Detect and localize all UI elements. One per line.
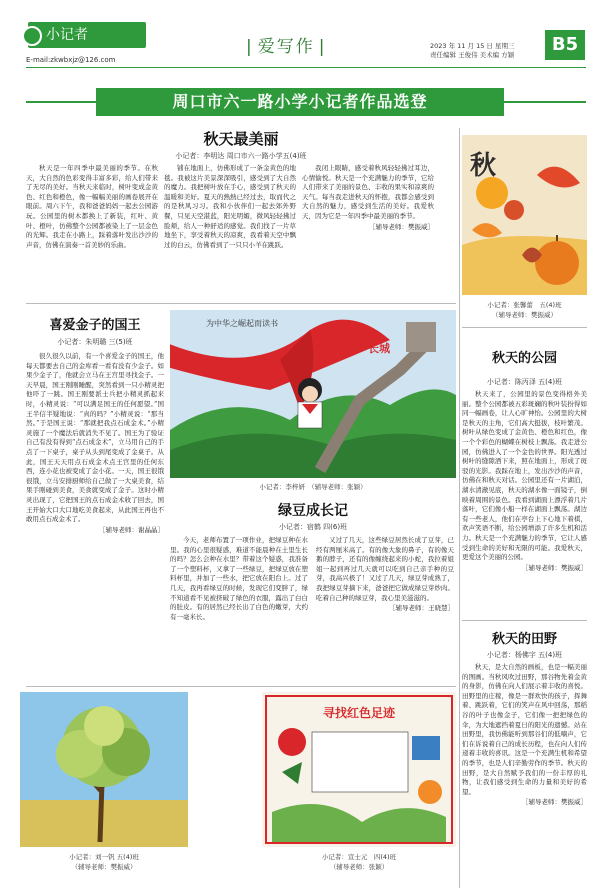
- red-footprints-poster: [262, 692, 456, 847]
- editors-line: 责任编辑 王俊伟 美术编 方颖: [430, 51, 515, 59]
- poster-caption-teacher: （辅导老师：张颖）: [329, 863, 389, 871]
- autumn-drawing-caption: [462, 300, 587, 320]
- tree-caption-teacher: （辅导老师：樊振威）: [71, 863, 137, 871]
- section-banner: 周口市六一路小学小记者作品选登: [96, 88, 504, 116]
- article3-text: 秋天来了，公园里的景色变得格外美丽。整个公园都被五彩斑斓的秋叶装扮得如同一幅画卷，让人心旷神怡。公园里的大树是秋天的主角，它们高大挺拔，枝叶繁茂。树叶从绿色变成了金黄色、橙色和红色，像一个个彩色的蝴蝶在树枝上飘荡。我走进公园，仿佛进入了一个金色的世界。阳光透过树叶的缝隙洒下来，照在地面上，形成了斑驳的光影。我踩在地上，发出沙沙的声音，仿佛在和秋天对话。公园里还有一片湖泊，湖水清澈见底，秋天的湖水像一面镜子，倒映着周围的景色。我看到湖面上漂浮着几片落叶，它们像小船一样在湖面上飘荡。湖边有一些老人，他们在亭台上下心地下着棋，欢声笑语不断，给公园增添了许多生机和活力。秋天是一个充满魅力的季节，它让人感受到生命的美好和无限的可能。我爱秋天，更爱这个美丽的公园。: [462, 390, 587, 562]
- autumn-drawing: [462, 135, 587, 295]
- divider-2: [26, 686, 456, 687]
- article1-teacher: ［辅导老师：樊振威］: [369, 222, 434, 231]
- great-wall-sign: 长城: [368, 342, 390, 355]
- article3-teacher: ［辅导老师：樊振威］: [522, 563, 587, 572]
- article2-body: [26, 352, 164, 534]
- article4-byline: 小记者：宿鹤 四(6)班: [278, 523, 348, 531]
- article1-col3: [302, 164, 434, 231]
- article3-body: [462, 390, 587, 572]
- email-address: E-mail:zkwbxjz@126.com: [26, 56, 116, 64]
- date-line: 2023 年 11 月 15 日 星期三: [430, 42, 515, 50]
- autumn-character: 秋: [470, 151, 497, 181]
- tree-caption-author: 小记者：刘一钒 五(4)班: [69, 853, 139, 861]
- article2-title: 喜爱金子的国王: [49, 318, 141, 333]
- section-title: | 爱写作 |: [242, 32, 330, 57]
- autumn-caption-author: 小记者：张馨蕾 五(4)班: [487, 301, 562, 309]
- autumn-caption-teacher: （辅导老师：樊振威）: [492, 311, 557, 319]
- article4-col2: [316, 536, 454, 612]
- article5-teacher: ［辅导老师：樊振威］: [522, 798, 587, 807]
- article5-body: [462, 663, 587, 806]
- banner-line-right: [504, 101, 586, 103]
- article1-title: 秋天最美丽: [203, 130, 279, 148]
- great-wall-drawing: [170, 310, 456, 478]
- article5-title: 秋天的田野: [491, 632, 557, 647]
- divider-right-2: [462, 620, 587, 621]
- article5-text: 秋天，是大自然的画板，也是一幅美丽的图画。当秋风吹过田野，那谷物先着金黄的身影，仿佛在向人们展示着丰收的喜悦。田野里的庄稼，像是一群欢快的孩子，挥舞着、跳跃着，它们的笑声在风中回荡，那稻谷的叶子也像金子，它们像一把把绿色的伞，为大地遮挡着夏日的阳光的遗憾。站在田野里，我仿佛能听到那谷们的低喃声，它们在诉说着自己的成长历程，也在向人们传递着丰收的喜讯。这是一个充满生机和希望的季节，也是人们辛勤劳作的季节。秋天的田野，是大自然赋予我们的一份丰厚的礼物，让我们感受到生命的力量和美好的希望。: [462, 663, 587, 796]
- article1-col1: [26, 164, 158, 250]
- article1-byline: 小记者：李明达 周口市六一路小学五(4)班: [175, 152, 307, 160]
- poster-caption-author: 小记者：宣士元 四(4)班: [321, 853, 397, 861]
- article4-teacher: ［辅导老师：王晓慧］: [389, 604, 454, 613]
- poster-caption: [262, 852, 456, 872]
- article1-text-1: 秋天是一年四季中最美丽的季节。在秋天，大自然的色彩变得丰富多彩，给人们带来了无尽的美好。当秋天来临时，树叶变成金黄色、红色和橙色，像一幅幅美丽的画卷展开在眼前。周六下午，我和爸爸妈妈一起去公园游玩。公园里的树木都换上了新装，红叶、黄叶、橙叶，仿佛整个公园都被染上了一层金色的光辉。我走在小路上，踩着落叶发出沙沙的声音，仿佛在演奏一首美妙的乐曲。: [26, 164, 158, 249]
- divider-right-1: [462, 327, 587, 328]
- tree-drawing: [20, 692, 188, 847]
- article2-byline: 小记者：朱明璐 三(5)班: [57, 338, 133, 346]
- article1-text-2: 铺在地面上，仿佛形成了一条金黄色的地毯。我被这片美景深深吸引，感受到了大自然的魔力。我把树叶放在手心，感受到了秋天的温暖和美好。夏天的熱熱已经过去，取而代之的是秋风习习。我和小伙伴们一起去郊外野餐，只见天空湛蓝，阳光明媚，微风轻轻拂过脸颊，给人一种舒适的感觉。我们找了一片草地坐下，享受着秋天的凉爽，我看着天空中飘过的白云，仿佛看到了一只只小羊在跳跃。: [164, 164, 296, 249]
- article3-title: 秋天的公园: [491, 351, 557, 366]
- article4-col1: [170, 536, 308, 622]
- date-block: [430, 42, 540, 60]
- page-number: B5: [545, 30, 585, 60]
- article4-text-1: 今天，老师布置了一项作业，把绿豆种在水里。我的心里很疑惑，难道不能晨种在土里生长的吗？怎么会种在水里？带着这个疑惑，我准备了一个塑料杯，又拿了一些绿豆，把绿豆放在塑料杯里，并加了一些水，把它放在阳台上。过了几天，我再看绿豆的时候，发现它们变胖了，绿不知道看不见被挤破了绿色的衣服，露出了白白的肚皮。有的居然已经长出了白色的嫩芽，大约有一毫米长。: [170, 536, 308, 621]
- banner-line-left: [26, 101, 96, 103]
- right-column-divider: [459, 128, 460, 888]
- great-wall-slogan: 为中华之崛起而读书: [206, 319, 278, 328]
- masthead-rule: [26, 67, 586, 68]
- article5-byline: 小记者：杨佛宇 五(4)班: [486, 651, 563, 659]
- great-wall-caption: 小记者：李梓妍 （辅导老师：张颖）: [259, 483, 367, 491]
- article1-col2: [164, 164, 296, 250]
- tree-caption: [20, 852, 188, 872]
- article4-text-2: 又过了几天，这些绿豆居然长成了豆芽，已经有两厘米高了。有的像大象的鼻子，有的像天鹅的脖子，还有的像缠绕起来的小蛇，我拉着姐姐一起到再过几天就可以吃到自己亲手种的豆芽，我高兴极了！又过了几天，绿豆芽成熟了，我把绿豆芽摘下来，爸爸把它做成绿豆芽炒肉。吃着自己种的绿豆芽，我心里美滋滋的。: [316, 536, 454, 602]
- article3-byline: 小记者：陈丙泽 五(4)班: [486, 378, 563, 386]
- poster-heading: 寻找红色足迹: [322, 706, 395, 720]
- divider-1: [26, 303, 456, 304]
- article2-teacher: ［辅导老师：谢晶晶］: [99, 525, 164, 534]
- article1-text-3: 我闭上眼睛，感受着秋风轻轻拂过耳边，心情愉悦。秋天是一个充满魅力的季节，它给人们带来了美丽的景色、丰收的果实和凉爽的天气。每当我走进秋天的怀抱，我都会感受到大自然的魅力，感受到生活的美好。我爱秋天，因为它是一年四季中最美丽的季节。: [302, 164, 434, 220]
- masthead-logo: 小记者: [28, 22, 146, 48]
- article4-title: 绿豆成长记: [278, 503, 348, 519]
- article2-text: 很久很久以前，有一个喜爱金子的国王，他每天都要去自己的金库看一看有没有少金子。如果少金子了，他就会立马在王宫里寻找金子。一天早晨，国王刚刚睡醒，突然看到一只小精灵把他吓了一跳。国王刚要派士兵把小精灵抓起来时，小精灵说：“可以满足国王的任何愿望。”国王半信半疑地说：“真的吗？”小精灵说：“那当然。”于是国王说：“那就把我点石成金术。”小精灵施了一个魔法后就消失不见了。国王为了验证自己有没有得到“点石成金术”，立马用自己的手点了一下桌子，桌子从头到尾变成了金桌子。从此，国王天天用点石成金术点王宫里的任何东西，连小花也被变成了金小花。一天，国王很饿很饿，立马安排厨师给自己做了一大桌美食，结果手刚碰到美食，美食就变成了金子。这时小精灵出现了，它把国王的点石成金术收了回去，国王开始大口大口地吃美食起来，从此国王再也不敢用点石成金术了。: [26, 352, 164, 524]
